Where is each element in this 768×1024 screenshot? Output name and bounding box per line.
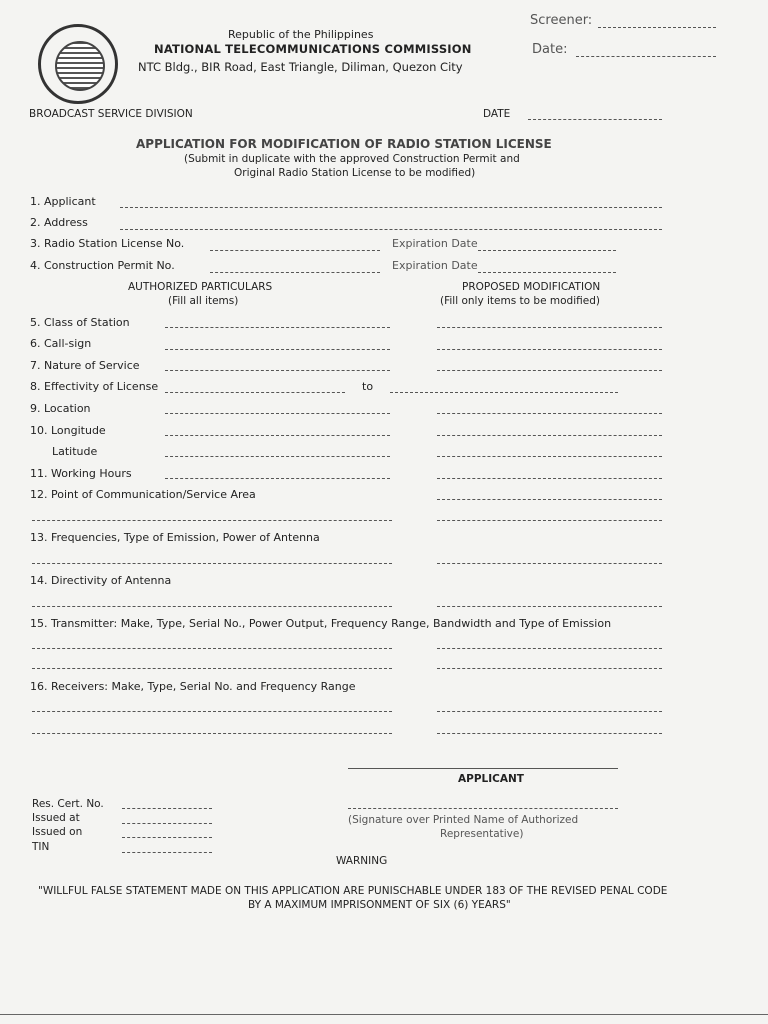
working-hours-authorized-field[interactable] [165, 478, 390, 479]
class-of-station-authorized-field[interactable] [165, 327, 390, 328]
latitude-authorized-field[interactable] [165, 456, 390, 457]
signature-caption-2: Representative) [440, 828, 524, 840]
receivers-proposed-field-1[interactable] [437, 711, 662, 712]
expiration-date-label-1: Expiration Date [392, 237, 478, 250]
license-no-field[interactable] [210, 250, 380, 251]
transmitter-label: 15. Transmitter: Make, Type, Serial No., Power Output, Frequency Range, Bandwidth and Type of Emission [30, 617, 612, 630]
division-date-label: DATE [483, 108, 511, 120]
form-subtitle-2: Original Radio Station License to be modified) [234, 167, 476, 179]
screener-label: Screener: [530, 13, 593, 28]
applicant-caption: APPLICANT [458, 773, 524, 785]
issued-at-field[interactable] [122, 823, 212, 824]
issued-on-label: Issued on [32, 826, 83, 838]
class-of-station-proposed-field[interactable] [437, 327, 662, 328]
res-cert-field[interactable] [122, 808, 212, 809]
receivers-proposed-field-2[interactable] [437, 733, 662, 734]
longitude-label: 10. Longitude [30, 424, 106, 437]
header-address: NTC Bldg., BIR Road, East Triangle, Diliman, Quezon City [138, 60, 463, 74]
proposed-heading: PROPOSED MODIFICATION [462, 281, 601, 293]
proposed-subheading: (Fill only items to be modified) [440, 295, 600, 307]
transmitter-authorized-field-1[interactable] [32, 648, 392, 649]
nature-of-service-authorized-field[interactable] [165, 370, 390, 371]
nature-of-service-proposed-field[interactable] [437, 370, 662, 371]
expiration-date-label-2: Expiration Date [392, 259, 478, 272]
effectivity-from-field[interactable] [165, 392, 345, 393]
transmitter-proposed-field-2[interactable] [437, 668, 662, 669]
warning-line-2: BY A MAXIMUM IMPRISONMENT OF SIX (6) YEARS" [248, 899, 511, 911]
screener-field[interactable] [598, 27, 716, 28]
tin-label: TIN [32, 841, 50, 853]
working-hours-label: 11. Working Hours [30, 467, 132, 480]
nature-of-service-label: 7. Nature of Service [30, 359, 140, 372]
applicant-field[interactable] [120, 207, 662, 208]
form-subtitle-1: (Submit in duplicate with the approved Construction Permit and [184, 153, 520, 165]
location-authorized-field[interactable] [165, 413, 390, 414]
header-republic: Republic of the Philippines [228, 28, 374, 41]
location-label: 9. Location [30, 402, 91, 415]
address-label: 2. Address [30, 216, 88, 229]
form-title: APPLICATION FOR MODIFICATION OF RADIO STATION LICENSE [136, 137, 552, 151]
location-proposed-field[interactable] [437, 413, 662, 414]
authorized-heading: AUTHORIZED PARTICULARS [128, 281, 273, 293]
warning-heading: WARNING [336, 855, 388, 867]
effectivity-to-label: to [362, 380, 374, 393]
frequencies-proposed-field[interactable] [437, 563, 662, 564]
point-of-communication-proposed-field-1[interactable] [437, 499, 662, 500]
call-sign-authorized-field[interactable] [165, 349, 390, 350]
header-agency: NATIONAL TELECOMMUNICATIONS COMMISSION [154, 42, 472, 56]
longitude-authorized-field[interactable] [165, 435, 390, 436]
applicant-signature-line[interactable] [348, 768, 618, 769]
expiration-date-field-1[interactable] [478, 250, 616, 251]
point-of-communication-proposed-field-2[interactable] [437, 520, 662, 521]
division-name: BROADCAST SERVICE DIVISION [29, 108, 193, 120]
division-date-field[interactable] [528, 119, 662, 120]
signature-caption-1: (Signature over Printed Name of Authorized [348, 814, 579, 826]
seal-emblem-icon [55, 41, 105, 91]
latitude-label: Latitude [52, 445, 98, 458]
point-of-communication-authorized-field[interactable] [32, 520, 392, 521]
authorized-subheading: (Fill all items) [168, 295, 239, 307]
permit-no-label: 4. Construction Permit No. [30, 259, 175, 272]
address-field[interactable] [120, 229, 662, 230]
point-of-communication-label: 12. Point of Communication/Service Area [30, 488, 256, 501]
longitude-proposed-field[interactable] [437, 435, 662, 436]
page-bottom-rule [0, 1014, 768, 1015]
tin-field[interactable] [122, 852, 212, 853]
permit-no-field[interactable] [210, 272, 380, 273]
frequencies-label: 13. Frequencies, Type of Emission, Power of Antenna [30, 531, 320, 544]
effectivity-label: 8. Effectivity of License [30, 380, 159, 393]
date-label: Date: [532, 42, 568, 57]
transmitter-proposed-field-1[interactable] [437, 648, 662, 649]
directivity-proposed-field[interactable] [437, 606, 662, 607]
receivers-label: 16. Receivers: Make, Type, Serial No. and Frequency Range [30, 680, 356, 693]
directivity-label: 14. Directivity of Antenna [30, 574, 172, 587]
directivity-authorized-field[interactable] [32, 606, 392, 607]
res-cert-label: Res. Cert. No. [32, 798, 104, 810]
date-field[interactable] [576, 56, 716, 57]
expiration-date-field-2[interactable] [478, 272, 616, 273]
receivers-authorized-field-2[interactable] [32, 733, 392, 734]
class-of-station-label: 5. Class of Station [30, 316, 130, 329]
call-sign-proposed-field[interactable] [437, 349, 662, 350]
effectivity-to-field[interactable] [390, 392, 618, 393]
ntc-seal-logo [38, 24, 118, 104]
frequencies-authorized-field[interactable] [32, 563, 392, 564]
latitude-proposed-field[interactable] [437, 456, 662, 457]
transmitter-authorized-field-2[interactable] [32, 668, 392, 669]
authorized-representative-signature-line[interactable] [348, 808, 618, 809]
receivers-authorized-field-1[interactable] [32, 711, 392, 712]
working-hours-proposed-field[interactable] [437, 478, 662, 479]
issued-on-field[interactable] [122, 837, 212, 838]
call-sign-label: 6. Call-sign [30, 337, 92, 350]
applicant-label: 1. Applicant [30, 195, 96, 208]
license-no-label: 3. Radio Station License No. [30, 237, 185, 250]
issued-at-label: Issued at [32, 812, 80, 824]
warning-line-1: "WILLFUL FALSE STATEMENT MADE ON THIS APPLICATION ARE PUNISCHABLE UNDER 183 OF THE REVISED PENAL CODE [38, 885, 668, 897]
